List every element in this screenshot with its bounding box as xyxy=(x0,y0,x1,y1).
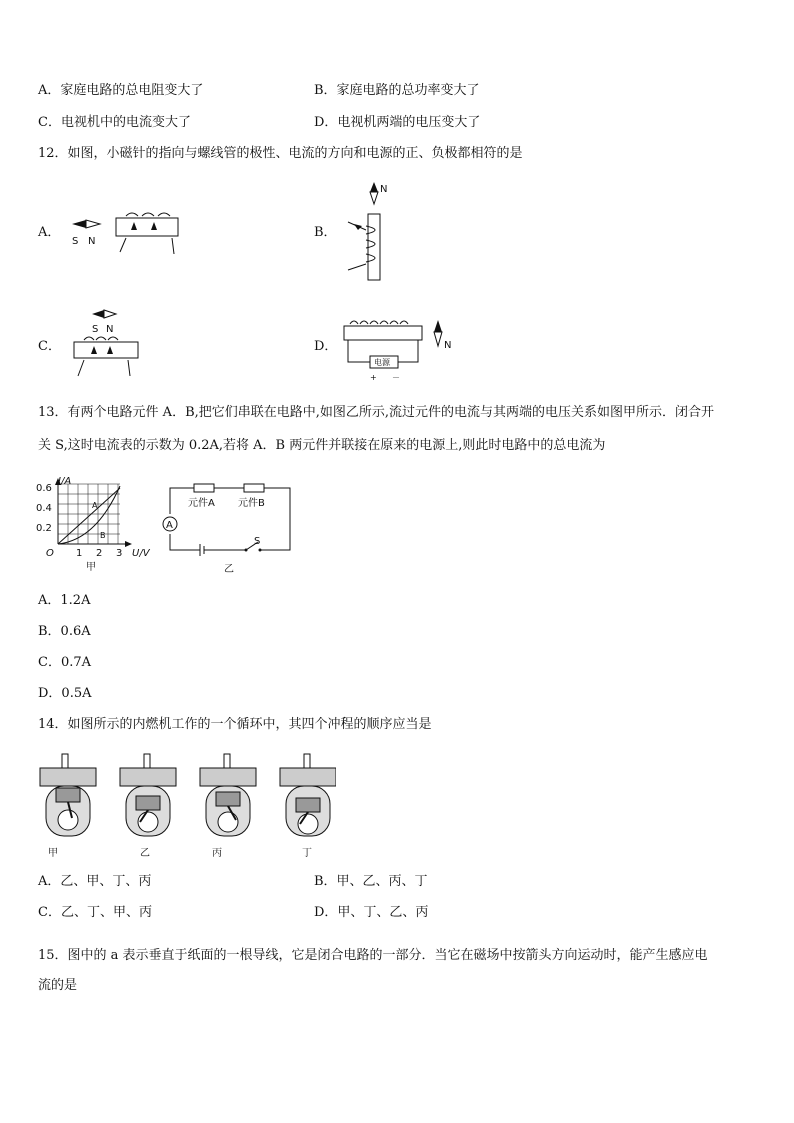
q13-option-c[interactable]: C．0.7A xyxy=(38,655,92,670)
svg-text:U/V: U/V xyxy=(132,548,150,559)
q12-figure-b xyxy=(340,178,420,282)
svg-text:元件B: 元件B xyxy=(238,498,265,509)
q11-option-d[interactable]: D．电视机两端的电压变大了 xyxy=(314,115,481,130)
svg-text:N: N xyxy=(380,184,388,195)
q11-option-b[interactable]: B．家庭电路的总功率变大了 xyxy=(314,83,480,98)
svg-text:丁: 丁 xyxy=(302,848,312,859)
q13-option-b[interactable]: B．0.6A xyxy=(38,624,91,639)
q12-figure-c xyxy=(66,306,146,378)
q13-stem-line-2: 关 S,这时电流表的示数为 0.2A,若将 A．B 两元件并联接在原来的电源上,则此时电路中的总电流为 xyxy=(38,438,606,453)
q13-option-d[interactable]: D．0.5A xyxy=(38,686,92,701)
svg-text:A: A xyxy=(92,501,98,510)
svg-text:1: 1 xyxy=(76,548,83,559)
svg-text:+: + xyxy=(370,373,377,382)
q12-figure-d xyxy=(340,318,460,384)
svg-text:乙: 乙 xyxy=(224,564,234,575)
q12-option-a[interactable]: A． xyxy=(38,225,61,240)
q14-option-a[interactable]: A．乙、甲、丁、丙 xyxy=(38,874,152,889)
engine-yi xyxy=(120,754,176,859)
svg-text:S: S xyxy=(92,324,99,335)
svg-text:S: S xyxy=(72,236,79,247)
q14-option-d[interactable]: D．甲、丁、乙、丙 xyxy=(314,905,429,920)
q13-stem-line-1: 13．有两个电路元件 A．B,把它们串联在电路中,如图乙所示,流过元件的电流与其两端的电压关系如图甲所示．闭合开 xyxy=(38,405,715,420)
svg-text:N: N xyxy=(88,236,96,247)
q14-stem: 14．如图所示的内燃机工作的一个循环中，其四个冲程的顺序应当是 xyxy=(38,717,432,732)
q14-engine-figure xyxy=(36,748,336,862)
svg-text:甲: 甲 xyxy=(86,562,96,573)
q11-option-c[interactable]: C．电视机中的电流变大了 xyxy=(38,115,191,130)
q12-option-c[interactable]: C． xyxy=(38,339,61,354)
svg-text:N: N xyxy=(106,324,114,335)
q12-figure-a xyxy=(66,210,186,260)
svg-text:N: N xyxy=(444,340,452,351)
svg-text:B: B xyxy=(100,531,106,540)
svg-text:S: S xyxy=(254,536,261,547)
svg-text:丙: 丙 xyxy=(212,848,222,859)
q13-circuit xyxy=(160,478,300,576)
svg-text:元件A: 元件A xyxy=(188,498,215,509)
svg-text:乙: 乙 xyxy=(140,848,150,859)
q14-option-b[interactable]: B．甲、乙、丙、丁 xyxy=(314,874,428,889)
svg-text:3: 3 xyxy=(116,548,123,559)
svg-text:2: 2 xyxy=(96,548,103,559)
q13-graph xyxy=(36,476,158,576)
svg-text:0.2: 0.2 xyxy=(36,523,52,534)
svg-text:O: O xyxy=(46,548,54,559)
q12-option-b[interactable]: B． xyxy=(314,225,337,240)
svg-text:0.4: 0.4 xyxy=(36,503,52,514)
q15-stem-line-1: 15．图中的 a 表示垂直于纸面的一根导线，它是闭合电路的一部分．当它在磁场中按箭头方向运动时，能产生感应电 xyxy=(38,948,708,963)
q15-stem-line-2: 流的是 xyxy=(38,978,78,993)
q13-option-a[interactable]: A．1.2A xyxy=(38,593,91,608)
q12-option-d[interactable]: D． xyxy=(314,339,338,354)
engine-bing xyxy=(200,754,256,859)
q11-option-a[interactable]: A．家庭电路的总电阻变大了 xyxy=(38,83,204,98)
svg-text:A: A xyxy=(166,520,173,531)
svg-text:0.6: 0.6 xyxy=(36,483,52,494)
svg-text:－: － xyxy=(392,373,400,382)
engine-jia xyxy=(40,754,96,859)
svg-text:电源: 电源 xyxy=(374,358,390,367)
q12-stem: 12．如图，小磁针的指向与螺线管的极性、电流的方向和电源的正、负极都相符的是 xyxy=(38,146,523,161)
svg-text:甲: 甲 xyxy=(48,848,58,859)
engine-ding xyxy=(280,754,336,859)
q14-option-c[interactable]: C．乙、丁、甲、丙 xyxy=(38,905,152,920)
svg-text:I/A: I/A xyxy=(58,476,72,487)
